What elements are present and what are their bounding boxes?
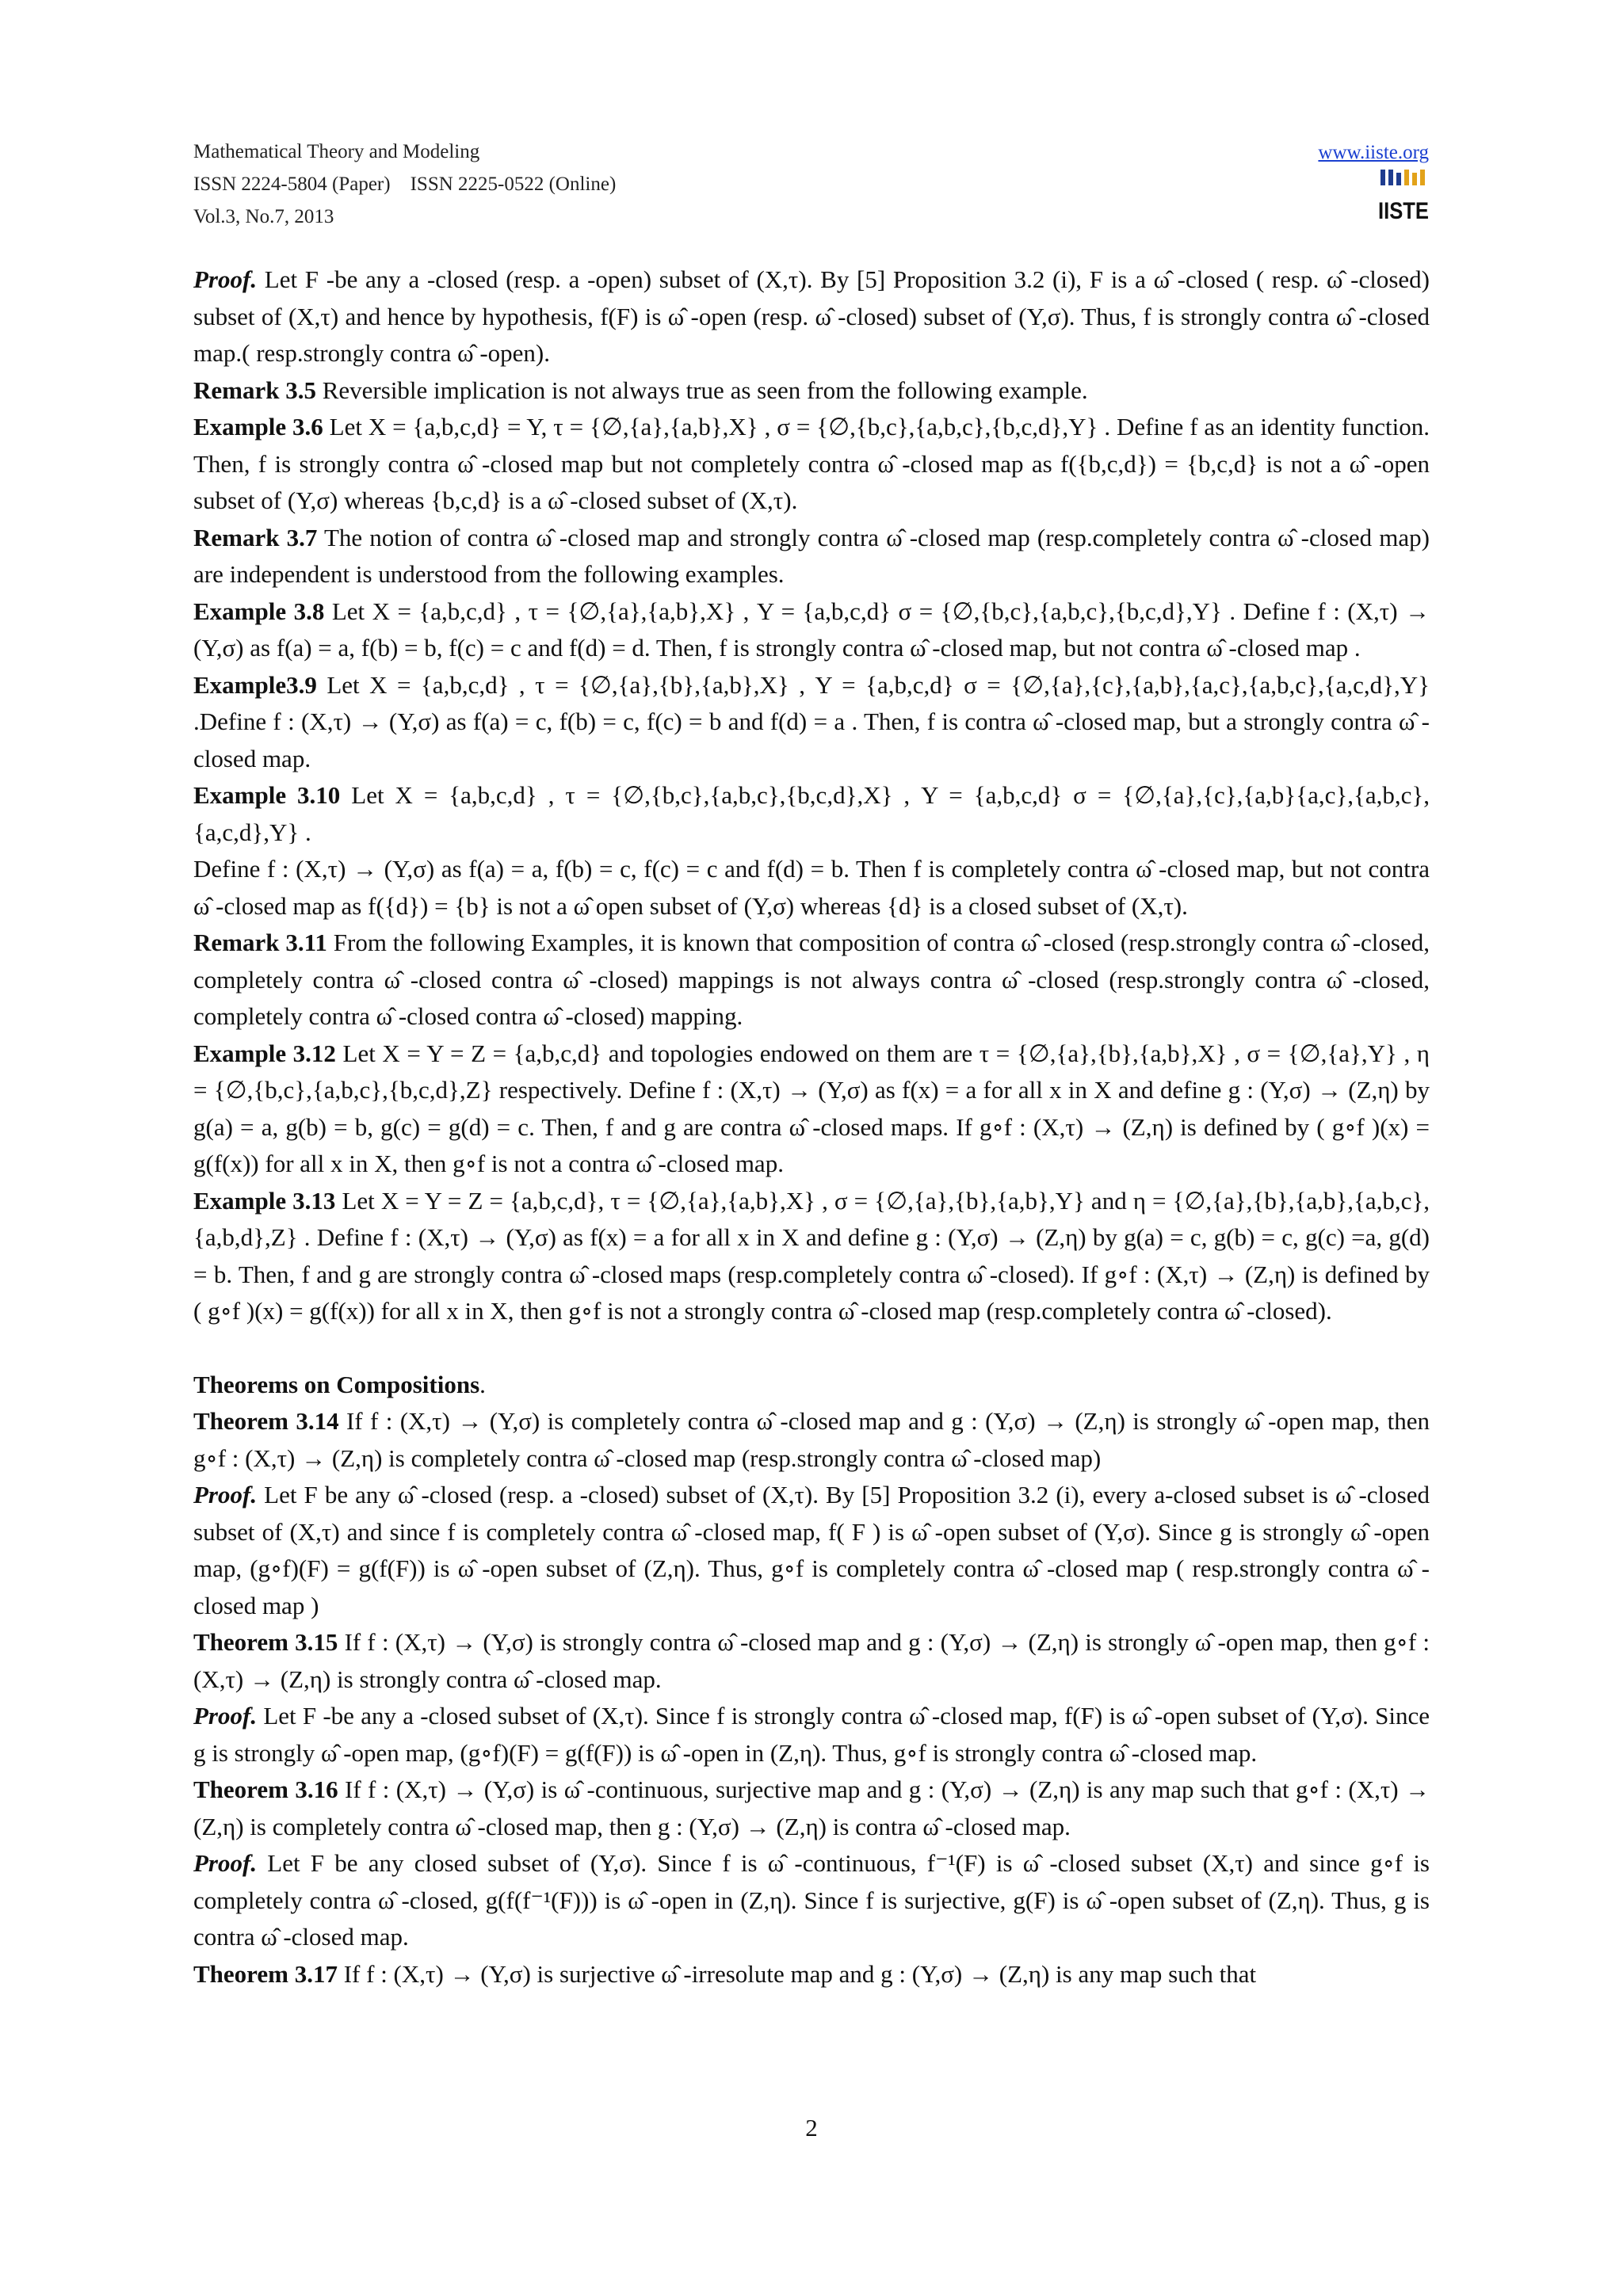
paragraph-text: Let X = {a,b,c,d} , τ = {∅,{a},{a,b},X} , Y = {a,b,c,d} σ = {∅,{b,c},{a,b,c},{b,c,d},Y} . Define f : (X,τ) → (Y,σ) as f(a) = a, f(b) = b, f(c) = c and f(d) = d. Then, f is strongly contra ω̂ -closed map, but not contra ω̂ -closed map . xyxy=(193,597,1430,662)
svg-text:IISTE: IISTE xyxy=(1378,198,1429,224)
paragraph xyxy=(193,1367,1430,1404)
paragraph-lead: Remark 3.5 xyxy=(193,376,316,404)
iiste-logo-icon xyxy=(1377,168,1430,225)
issn-line: ISSN 2224-5804 (Paper) ISSN 2225-0522 (Online) xyxy=(193,174,617,195)
section-gap xyxy=(193,1330,1430,1367)
paragraph-text: Let F -be any a -closed (resp. a -open) subset of (X,τ). By [5] Proposition 3.2 (i), F is a ω̂ -closed ( resp. ω̂ -closed) subset of (X,τ) and hence by hypothesis, f(F) is ω̂ -open (resp. ω̂ -closed) subset of (Y,σ). Thus, f is strongly contra ω̂ -closed map.( resp.strongly contra ω̂ -open). xyxy=(193,265,1430,367)
paragraph xyxy=(193,777,1430,851)
paragraph-text: If f : (X,τ) → (Y,σ) is completely contra ω̂ -closed map and g : (Y,σ) → (Z,η) is strongly ω̂ -open map, then g∘f : (X,τ) → (Z,η) is completely contra ω̂ -closed map (resp.strongly contra ω̂ -closed map) xyxy=(193,1407,1430,1472)
paragraph xyxy=(193,1477,1430,1624)
paragraph-lead: Example3.9 xyxy=(193,670,317,699)
paragraph-text: If f : (X,τ) → (Y,σ) is strongly contra ω̂ -closed map and g : (Y,σ) → (Z,η) is strongly ω̂ -open map, then g∘f : (X,τ) → (Z,η) is strongly contra ω̂ -closed map. xyxy=(193,1628,1430,1693)
paragraph-text: If f : (X,τ) → (Y,σ) is surjective ω̂ -irresolute map and g : (Y,σ) → (Z,η) is any map such that xyxy=(337,1959,1257,1988)
page-number: 2 xyxy=(805,2114,818,2142)
paragraph xyxy=(193,1845,1430,1956)
paragraph-lead: Example 3.8 xyxy=(193,597,325,625)
paragraph-lead: Remark 3.7 xyxy=(193,523,318,551)
paragraph-text: Let F be any closed subset of (Y,σ). Since f is ω̂ -continuous, f⁻¹(F) is ω̂ -closed subset (X,τ) and since g∘f is completely contra ω̂ -closed, g(f(f⁻¹(F))) is ω̂ -open in (Z,η). Since f is surjective, g(F) is ω̂ -open subset of (Z,η). Thus, g is contra ω̂ -closed map. xyxy=(193,1849,1430,1951)
paragraph-lead: Example 3.13 xyxy=(193,1186,336,1215)
paragraph xyxy=(193,261,1430,372)
paragraph xyxy=(193,593,1430,667)
paragraph-text: The notion of contra ω̂ -closed map and strongly contra ω̂ -closed map (resp.completely contra ω̂ -closed map) are independent is understood from the following examples. xyxy=(193,523,1430,588)
website-link[interactable]: www.iiste.org xyxy=(1318,142,1429,163)
paragraph-lead: Theorem 3.14 xyxy=(193,1407,339,1435)
paragraph-lead: Proof. xyxy=(193,265,258,293)
paragraph xyxy=(193,1698,1430,1772)
paragraph-text: From the following Examples, it is known that composition of contra ω̂ -closed (resp.strongly contra ω̂ -closed, completely contra ω̂ -closed contra ω̂ -closed) mappings is not always contra ω̂ -closed (resp.strongly contra ω̂ -closed, completely contra ω̂ -closed contra ω̂ -closed) mapping. xyxy=(193,929,1430,1030)
paragraph-text: . xyxy=(479,1370,486,1398)
paragraph xyxy=(193,520,1430,593)
paragraph xyxy=(193,1956,1430,1993)
paragraph-lead: Example 3.6 xyxy=(193,413,323,441)
paragraph-text: Define f : (X,τ) → (Y,σ) as f(a) = a, f(b) = c, f(c) = c and f(d) = b. Then f is completely contra ω̂ -closed map, but not contra ω̂ -closed map as f({d}) = {b} is not a ω̂ open subset of (Y,σ) whereas {d} is a closed subset of (X,τ). xyxy=(193,855,1430,920)
paragraph xyxy=(193,1035,1430,1183)
paragraph xyxy=(193,1403,1430,1477)
journal-title: Mathematical Theory and Modeling xyxy=(193,141,480,162)
paragraph-lead: Proof. xyxy=(193,1849,258,1877)
paragraph-text: Let X = {a,b,c,d} , τ = {∅,{a},{b},{a,b},X} , Y = {a,b,c,d} σ = {∅,{a},{c},{a,b},{a,c},{a,b,c},{a,c,d},Y} .Define f : (X,τ) → (Y,σ) as f(a) = c, f(b) = c, f(c) = b and f(d) = a . Then, f is contra ω̂ -closed map, but a strongly contra ω̂ -closed map. xyxy=(193,670,1430,772)
paragraph-lead: Example 3.10 xyxy=(193,781,341,809)
paragraph xyxy=(193,851,1430,925)
paragraph-text: Let X = {a,b,c,d} , τ = {∅,{b,c},{a,b,c},{b,c,d},X} , Y = {a,b,c,d} σ = {∅,{a},{c},{a,b}{a,c},{a,b,c},{a,c,d},Y} . xyxy=(193,781,1430,846)
paragraph-text: Reversible implication is not always true as seen from the following example. xyxy=(315,376,1088,404)
paragraph xyxy=(193,667,1430,778)
paragraph-lead: Example 3.12 xyxy=(193,1039,336,1067)
paragraph-lead: Theorems on Compositions xyxy=(193,1370,480,1398)
paragraph xyxy=(193,409,1430,520)
paragraph-lead: Theorem 3.15 xyxy=(193,1628,338,1656)
paragraph-lead: Theorem 3.16 xyxy=(193,1775,338,1803)
paragraph-text: Let X = Y = Z = {a,b,c,d}, τ = {∅,{a},{a,b},X} , σ = {∅,{a},{b},{a,b},Y} and η = {∅,{a},{b},{a,b},{a,b,c},{a,b,d},Z} . Define f : (X,τ) → (Y,σ) as f(x) = a for all x in X and define g : (Y,σ) → (Z,η) by g(a) = c, g(b) = c, g(c) =a, g(d) = b. Then, f and g are strongly contra ω̂ -closed maps (resp.completely contra ω̂ -closed). If g∘f : (X,τ) → (Z,η) is defined by ( g∘f )(x) = g(f(x)) for all x in X, then g∘f is not a strongly contra ω̂ -closed map (resp.completely contra ω̂ -closed). xyxy=(193,1186,1430,1325)
paragraph-text: Let X = Y = Z = {a,b,c,d} and topologies endowed on them are τ = {∅,{a},{b},{a,b},X} , σ = {∅,{a},Y} , η = {∅,{b,c},{a,b,c},{b,c,d},Z} respectively. Define f : (X,τ) → (Y,σ) as f(x) = a for all x in X and define g : (Y,σ) → (Z,η) by g(a) = a, g(b) = b, g(c) = g(d) = c. Then, f and g are contra ω̂ -closed maps. If g∘f : (X,τ) → (Z,η) is defined by ( g∘f )(x) = g(f(x)) for all x in X, then g∘f is not a contra ω̂ -closed map. xyxy=(193,1039,1430,1177)
page-body xyxy=(193,261,1430,1993)
paragraph xyxy=(193,372,1430,410)
paragraph-lead: Theorem 3.17 xyxy=(193,1959,338,1988)
paragraph-text: Let F be any ω̂ -closed (resp. a -closed) subset of (X,τ). By [5] Proposition 3.2 (i), every a-closed subset is ω̂ -closed subset of (X,τ) and since f is completely contra ω̂ -closed map, f( F ) is ω̂ -open subset of (Y,σ). Since g is strongly ω̂ -open map, (g∘f)(F) = g(f(F)) is ω̂ -open subset of (Z,η). Thus, g∘f is completely contra ω̂ -closed map ( resp.strongly contra ω̂ -closed map ) xyxy=(193,1481,1430,1619)
paragraph-text: Let F -be any a -closed subset of (X,τ). Since f is strongly contra ω̂ -closed map, f(F) is ω̂ -open subset of (Y,σ). Since g is strongly ω̂ -open map, (g∘f)(F) = g(f(F)) is ω̂ -open in (Z,η). Thus, g∘f is strongly contra ω̂ -closed map. xyxy=(193,1702,1430,1767)
volume-line: Vol.3, No.7, 2013 xyxy=(193,206,334,227)
paragraph-text: If f : (X,τ) → (Y,σ) is ω̂ -continuous, surjective map and g : (Y,σ) → (Z,η) is any map such that g∘f : (X,τ) → (Z,η) is completely contra ω̂ -closed map, then g : (Y,σ) → (Z,η) is contra ω̂ -closed map. xyxy=(193,1775,1430,1840)
paragraph-lead: Proof. xyxy=(193,1702,258,1730)
paragraph-lead: Proof. xyxy=(193,1481,258,1508)
paragraph-text: Let X = {a,b,c,d} = Y, τ = {∅,{a},{a,b},X} , σ = {∅,{b,c},{a,b,c},{b,c,d},Y} . Define f as an identity function. Then, f is strongly contra ω̂ -closed map but not completely contra ω̂ -closed map as f({b,c,d}) = {b,c,d} is not a ω̂ -open subset of (Y,σ) whereas {b,c,d} is a ω̂ -closed subset of (X,τ). xyxy=(193,413,1430,514)
paragraph xyxy=(193,1624,1430,1698)
paragraph xyxy=(193,1183,1430,1330)
paragraph xyxy=(193,1772,1430,1845)
paragraph-lead: Remark 3.11 xyxy=(193,929,327,956)
paragraph xyxy=(193,925,1430,1035)
